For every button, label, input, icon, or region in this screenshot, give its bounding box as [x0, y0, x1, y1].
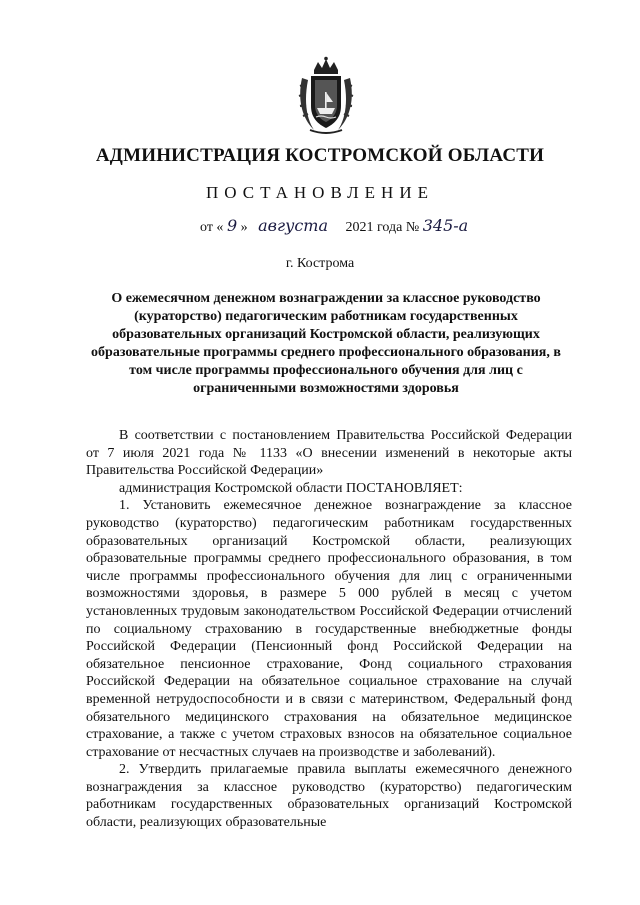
- organization-title: АДМИНИСТРАЦИЯ КОСТРОМСКОЙ ОБЛАСТИ: [95, 145, 545, 166]
- kostroma-coat-of-arms-icon: [296, 56, 356, 136]
- handwritten-month: августа: [258, 216, 329, 235]
- document-body: [86, 427, 572, 832]
- handwritten-day: 9: [226, 216, 238, 235]
- document-date-line: [200, 216, 468, 236]
- paragraph-item-1: 1. Установить ежемесячное денежное вознаграждение за классное руководство (кураторство) педагогическим работникам государственных образовательных организаций Костромской области, реализующих образовательные программы среднего профессионального образования, в том числе программы профессионального обучения для лиц с ограниченными возможностями здоровья, в размере 5 000 рублей в месяц с учетом установленных трудовым законодательством Российской Федерации отчислений по социальному страхованию в государственные внебюджетные фонды Российской Федерации (Пенсионный фонд Российской Федерации на обязательное пенсионное страхование, Фонд социального страхования Российской Федерации на обязательное социальное страхование на случай временной нетрудоспособности и в связи с материнством, Федеральный фонд обязательного медицинского страхования на обязательное медицинское страхование, а также с учетом страховых взносов на обязательное социальное страхование от несчастных случаев на производстве и заболеваний).: [86, 498, 572, 760]
- paragraph-item-2: 2. Утвердить прилагаемые правила выплаты ежемесячного денежного вознаграждения за классное руководство (кураторство) педагогическим работникам государственных образовательных организаций Костромской области, реализующих образовательные: [86, 762, 572, 831]
- document-subject: О ежемесячном денежном вознаграждении за классное руководство (кураторство) педагогическим работникам государственных образовательных организаций Костромской области, реализующих образовательные программы среднего профессионального образования, в том числе программы профессионального обучения для лиц с ограниченными возможностями здоровья: [91, 291, 561, 396]
- document-type: ПОСТАНОВЛЕНИЕ: [205, 183, 434, 202]
- date-quote-close: »: [240, 220, 248, 235]
- date-year: 2021 года №: [345, 220, 420, 235]
- paragraph-resolves: администрация Костромской области ПОСТАНОВЛЯЕТ:: [119, 480, 463, 496]
- handwritten-number: 345-а: [422, 216, 469, 235]
- paragraph-preamble: В соответствии с постановлением Правительства Российской Федерации от 7 июля 2021 года № 1133 «О внесении изменений в некоторые акты Правительства Российской Федерации»: [86, 428, 572, 479]
- date-prefix: от «: [200, 220, 224, 235]
- city-name: г. Кострома: [285, 256, 355, 271]
